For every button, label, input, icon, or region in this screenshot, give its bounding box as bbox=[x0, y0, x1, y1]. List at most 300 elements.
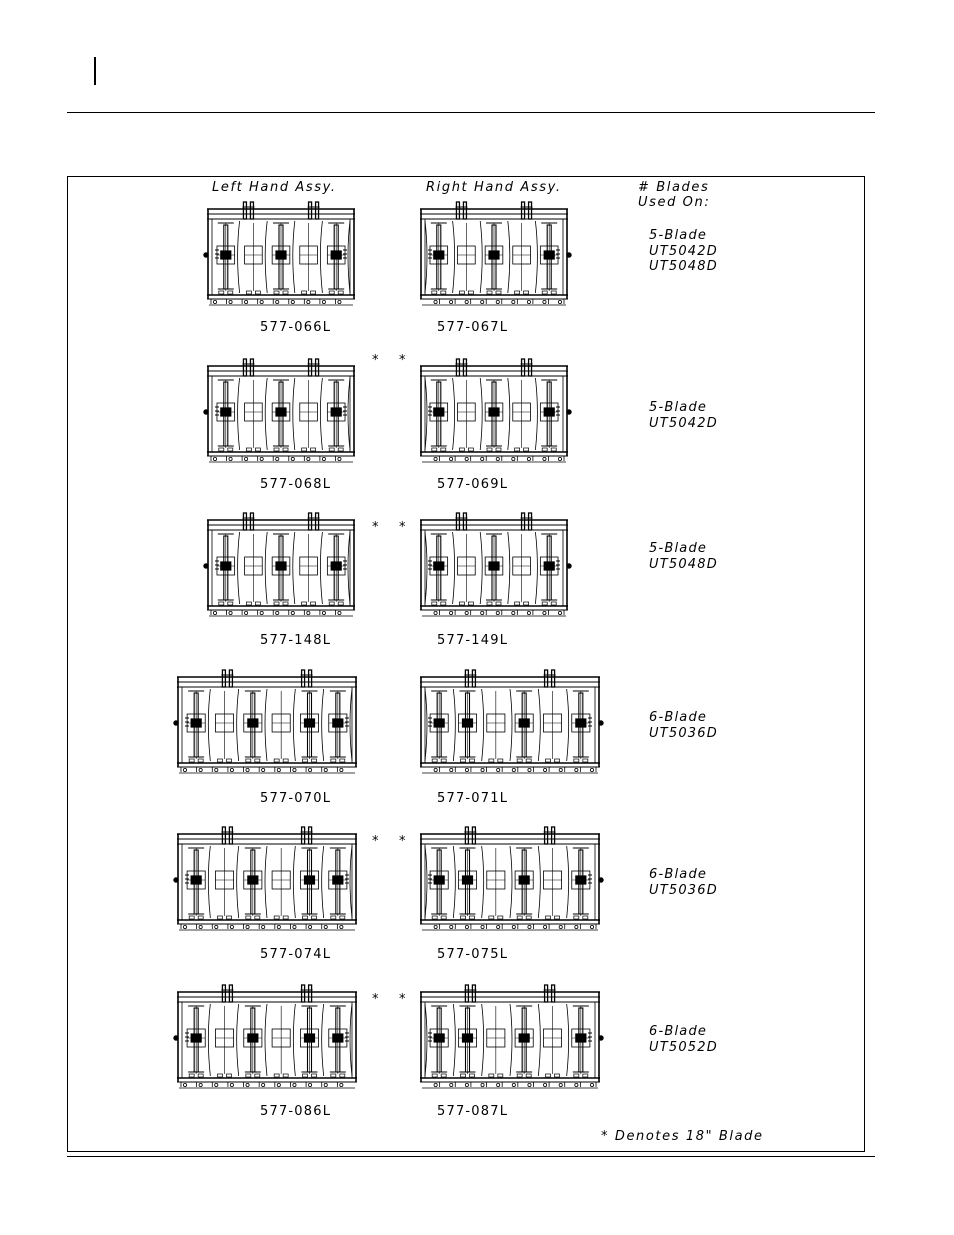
right-part-number: 577-071L bbox=[437, 791, 509, 806]
drawing-rect bbox=[441, 916, 446, 919]
drawing-roller bbox=[307, 457, 310, 460]
drawing-roller bbox=[575, 1083, 578, 1086]
drawing-rect bbox=[456, 513, 459, 530]
blades-header-line1: # Blades bbox=[638, 180, 710, 195]
drawing-rect bbox=[498, 759, 503, 762]
drawing-roller bbox=[260, 611, 263, 614]
drawing-roller bbox=[434, 611, 437, 614]
drawing-roller bbox=[497, 1083, 500, 1086]
drawing-roller bbox=[450, 768, 453, 771]
drawing-roller bbox=[340, 768, 343, 771]
drawing-rect bbox=[517, 759, 522, 762]
drawing-rect bbox=[487, 291, 492, 294]
drawing-chamber-wall bbox=[237, 1004, 239, 1076]
drawing-chamber-wall bbox=[453, 532, 455, 604]
left-part-number: 577-066L bbox=[260, 320, 332, 335]
drawing-roller bbox=[465, 1083, 468, 1086]
drawing-rect bbox=[544, 408, 554, 416]
drawing-rect bbox=[311, 291, 316, 294]
drawing-roller bbox=[183, 1083, 186, 1086]
drawing-roller bbox=[213, 300, 216, 303]
right-hand-assy-drawing-linework bbox=[420, 985, 603, 1088]
drawing-rect bbox=[583, 916, 588, 919]
drawing-rect bbox=[463, 513, 466, 530]
drawing-rect bbox=[434, 562, 444, 570]
drawing-chamber-wall bbox=[567, 846, 569, 918]
drawing-rect bbox=[276, 408, 286, 416]
drawing-rect bbox=[316, 513, 319, 530]
drawing-roller bbox=[512, 457, 515, 460]
header-rule bbox=[67, 112, 875, 113]
drawing-rect bbox=[218, 916, 223, 919]
right-hand-assy-drawing bbox=[415, 511, 573, 621]
drawing-rect bbox=[489, 251, 499, 259]
drawing-roller bbox=[512, 768, 515, 771]
blade-18in-marker: * bbox=[372, 520, 379, 535]
drawing-chamber-wall bbox=[510, 1004, 512, 1076]
drawing-rect bbox=[218, 1074, 223, 1077]
drawing-roller bbox=[590, 1083, 593, 1086]
drawing-pivot bbox=[174, 878, 178, 882]
left-part-number: 577-070L bbox=[260, 791, 332, 806]
drawing-pivot bbox=[174, 1036, 178, 1040]
drawing-rect bbox=[552, 985, 555, 1002]
model-number: UT5048D bbox=[649, 259, 718, 274]
drawing-chamber-wall bbox=[480, 378, 482, 450]
blades-used-on bbox=[649, 710, 718, 741]
left-hand-assy-drawing-linework bbox=[174, 670, 357, 773]
drawing-roller bbox=[481, 1083, 484, 1086]
drawing-roller bbox=[559, 768, 562, 771]
drawing-rect bbox=[305, 876, 315, 884]
drawing-rect bbox=[331, 408, 341, 416]
drawing-rect bbox=[522, 202, 525, 219]
drawing-roller bbox=[213, 457, 216, 460]
drawing-rect bbox=[461, 1074, 466, 1077]
drawing-roller bbox=[215, 925, 218, 928]
drawing-chamber-wall bbox=[265, 1004, 267, 1076]
drawing-roller bbox=[215, 768, 218, 771]
drawing-rect bbox=[274, 291, 279, 294]
drawing-rect bbox=[283, 759, 288, 762]
drawing-roller bbox=[558, 457, 561, 460]
drawing-rect bbox=[463, 359, 466, 376]
drawing-rect bbox=[551, 448, 556, 451]
drawing-rect bbox=[229, 670, 232, 687]
drawing-rect bbox=[189, 759, 194, 762]
drawing-roller bbox=[277, 768, 280, 771]
drawing-roller bbox=[229, 300, 232, 303]
drawing-roller bbox=[450, 300, 453, 303]
drawing-rect bbox=[522, 359, 525, 376]
drawing-roller bbox=[307, 611, 310, 614]
drawing-rect bbox=[574, 916, 579, 919]
drawing-rect bbox=[524, 291, 529, 294]
drawing-chamber-wall bbox=[535, 532, 537, 604]
drawing-rect bbox=[434, 408, 444, 416]
drawing-roller bbox=[528, 925, 531, 928]
drawing-rect bbox=[246, 759, 251, 762]
drawing-rect bbox=[218, 759, 223, 762]
drawing-rect bbox=[517, 1074, 522, 1077]
drawing-roller bbox=[199, 1083, 202, 1086]
drawing-rect bbox=[198, 916, 203, 919]
drawing-chamber-wall bbox=[453, 1004, 455, 1076]
right-hand-assy-drawing-linework bbox=[420, 670, 603, 773]
drawing-rect bbox=[333, 719, 343, 727]
model-number: UT5036D bbox=[649, 725, 718, 741]
drawing-roller bbox=[291, 457, 294, 460]
drawing-rect bbox=[250, 202, 253, 219]
drawing-rect bbox=[552, 827, 555, 844]
drawing-roller bbox=[465, 768, 468, 771]
drawing-roller bbox=[324, 925, 327, 928]
blades-header-line2: Used On: bbox=[638, 195, 711, 210]
drawing-rect bbox=[243, 202, 246, 219]
drawing-rect bbox=[496, 602, 501, 605]
drawing-rect bbox=[283, 1074, 288, 1077]
drawing-rect bbox=[309, 359, 312, 376]
drawing-roller bbox=[245, 611, 248, 614]
drawing-rect bbox=[340, 1074, 345, 1077]
drawing-rect bbox=[472, 985, 475, 1002]
drawing-roller bbox=[262, 768, 265, 771]
drawing-rect bbox=[283, 602, 288, 605]
drawing-rect bbox=[465, 985, 468, 1002]
drawing-chamber-wall bbox=[238, 532, 240, 604]
drawing-rect bbox=[434, 1034, 444, 1042]
drawing-roller bbox=[528, 768, 531, 771]
drawing-rect bbox=[305, 1034, 315, 1042]
drawing-rect bbox=[529, 359, 532, 376]
drawing-roller bbox=[512, 1083, 515, 1086]
drawing-rect bbox=[255, 602, 260, 605]
drawing-rect bbox=[551, 602, 556, 605]
drawing-rect bbox=[283, 291, 288, 294]
model-number: UT5052D bbox=[649, 1039, 718, 1055]
blade-18in-marker: * bbox=[372, 992, 379, 1007]
drawing-rect bbox=[441, 759, 446, 762]
left-hand-assy-drawing bbox=[202, 357, 360, 467]
drawing-rect bbox=[470, 916, 475, 919]
drawing-rect bbox=[515, 291, 520, 294]
drawing-roller bbox=[543, 611, 546, 614]
drawing-rect bbox=[331, 562, 341, 570]
drawing-chamber-wall bbox=[293, 221, 295, 293]
left-part-number: 577-068L bbox=[260, 477, 332, 492]
drawing-rect bbox=[331, 1074, 336, 1077]
drawing-roller bbox=[496, 611, 499, 614]
drawing-rect bbox=[309, 513, 312, 530]
drawing-rect bbox=[333, 876, 343, 884]
drawing-roller bbox=[277, 925, 280, 928]
drawing-rect bbox=[189, 916, 194, 919]
drawing-rect bbox=[472, 827, 475, 844]
drawing-rect bbox=[461, 759, 466, 762]
drawing-roller bbox=[465, 925, 468, 928]
drawing-rect bbox=[302, 291, 307, 294]
drawing-rect bbox=[228, 448, 233, 451]
drawing-rect bbox=[470, 1074, 475, 1077]
drawing-rect bbox=[274, 1074, 279, 1077]
drawing-chamber-wall bbox=[322, 846, 324, 918]
drawing-rect bbox=[255, 291, 260, 294]
drawing-rect bbox=[459, 448, 464, 451]
drawing-roller bbox=[322, 300, 325, 303]
drawing-rect bbox=[305, 719, 315, 727]
drawing-roller bbox=[338, 457, 341, 460]
drawing-rect bbox=[303, 1074, 308, 1077]
drawing-roller bbox=[245, 300, 248, 303]
drawing-rect bbox=[463, 719, 473, 727]
drawing-rect bbox=[338, 602, 343, 605]
drawing-roller bbox=[543, 457, 546, 460]
drawing-roller bbox=[558, 611, 561, 614]
left-hand-assy-drawing bbox=[172, 983, 362, 1093]
drawing-roller bbox=[497, 925, 500, 928]
drawing-rect bbox=[432, 602, 437, 605]
drawing-roller bbox=[276, 457, 279, 460]
drawing-rect bbox=[489, 759, 494, 762]
drawing-roller bbox=[276, 300, 279, 303]
drawing-rect bbox=[229, 827, 232, 844]
drawing-rect bbox=[441, 291, 446, 294]
drawing-rect bbox=[248, 1034, 258, 1042]
drawing-rect bbox=[198, 759, 203, 762]
drawing-roller bbox=[559, 925, 562, 928]
drawing-chamber-wall bbox=[453, 221, 455, 293]
drawing-roller bbox=[543, 300, 546, 303]
drawing-chamber-wall bbox=[538, 1004, 540, 1076]
blade-count: 6-Blade bbox=[649, 710, 708, 725]
drawing-chamber-wall bbox=[293, 689, 295, 761]
drawing-rect bbox=[551, 291, 556, 294]
drawing-roller bbox=[497, 768, 500, 771]
drawing-rect bbox=[250, 513, 253, 530]
footer-rule bbox=[67, 1156, 875, 1157]
drawing-rect bbox=[246, 448, 251, 451]
drawing-chamber-wall bbox=[480, 532, 482, 604]
drawing-roller bbox=[246, 768, 249, 771]
drawing-rect bbox=[470, 759, 475, 762]
drawing-rect bbox=[432, 448, 437, 451]
drawing-rect bbox=[219, 291, 224, 294]
drawing-roller bbox=[543, 768, 546, 771]
drawing-rect bbox=[283, 448, 288, 451]
drawing-rect bbox=[489, 1074, 494, 1077]
drawing-rect bbox=[340, 916, 345, 919]
blade-18in-marker: * bbox=[399, 992, 406, 1007]
left-hand-assy-drawing-linework bbox=[174, 985, 357, 1088]
drawing-chamber-wall bbox=[237, 689, 239, 761]
drawing-rect bbox=[311, 602, 316, 605]
drawing-rect bbox=[529, 513, 532, 530]
drawing-rect bbox=[461, 916, 466, 919]
drawing-roller bbox=[465, 300, 468, 303]
footnote: * Denotes 18" Blade bbox=[601, 1129, 764, 1144]
blades-used-on bbox=[649, 1024, 718, 1055]
drawing-roller bbox=[559, 1083, 562, 1086]
drawing-roller bbox=[512, 925, 515, 928]
blade-18in-marker: * bbox=[399, 520, 406, 535]
drawing-chamber-wall bbox=[322, 1004, 324, 1076]
drawing-roller bbox=[246, 925, 249, 928]
drawing-rect bbox=[441, 448, 446, 451]
drawing-rect bbox=[302, 602, 307, 605]
drawing-chamber-wall bbox=[293, 378, 295, 450]
drawing-rect bbox=[524, 448, 529, 451]
right-hand-assy-drawing bbox=[415, 825, 605, 935]
drawing-chamber-wall bbox=[208, 689, 210, 761]
left-hand-assy-drawing bbox=[172, 825, 362, 935]
drawing-rect bbox=[498, 1074, 503, 1077]
drawing-roller bbox=[277, 1083, 280, 1086]
right-hand-assy-drawing-linework bbox=[420, 359, 571, 462]
drawing-rect bbox=[316, 359, 319, 376]
drawing-roller bbox=[590, 768, 593, 771]
blade-count: 5-Blade bbox=[649, 400, 708, 415]
drawing-rect bbox=[468, 448, 473, 451]
drawing-roller bbox=[450, 1083, 453, 1086]
drawing-roller bbox=[575, 925, 578, 928]
drawing-rect bbox=[312, 916, 317, 919]
drawing-roller bbox=[322, 457, 325, 460]
drawing-pivot bbox=[204, 253, 208, 257]
drawing-chamber-wall bbox=[265, 846, 267, 918]
drawing-rect bbox=[191, 876, 201, 884]
drawing-chamber-wall bbox=[480, 221, 482, 293]
drawing-chamber-wall bbox=[237, 846, 239, 918]
header-margin-mark bbox=[94, 57, 96, 85]
drawing-chamber-wall bbox=[320, 532, 322, 604]
drawing-rect bbox=[515, 448, 520, 451]
drawing-rect bbox=[246, 602, 251, 605]
drawing-rect bbox=[276, 251, 286, 259]
drawing-chamber-wall bbox=[510, 689, 512, 761]
model-number: UT5036D bbox=[649, 882, 718, 898]
drawing-rect bbox=[463, 202, 466, 219]
drawing-rect bbox=[221, 251, 231, 259]
drawing-rect bbox=[246, 916, 251, 919]
blades-used-on bbox=[649, 867, 718, 898]
drawing-rect bbox=[574, 759, 579, 762]
drawing-roller bbox=[322, 611, 325, 614]
drawing-rect bbox=[496, 291, 501, 294]
drawing-rect bbox=[576, 876, 586, 884]
drawing-roller bbox=[543, 925, 546, 928]
drawing-rect bbox=[498, 916, 503, 919]
drawing-rect bbox=[311, 448, 316, 451]
drawing-rect bbox=[219, 448, 224, 451]
drawing-rect bbox=[227, 1074, 232, 1077]
drawing-rect bbox=[456, 202, 459, 219]
drawing-rect bbox=[338, 291, 343, 294]
model-number: UT5048D bbox=[649, 556, 718, 572]
drawing-chamber-wall bbox=[265, 532, 267, 604]
drawing-rect bbox=[255, 759, 260, 762]
drawing-chamber-wall bbox=[453, 689, 455, 761]
drawing-rect bbox=[545, 985, 548, 1002]
drawing-roller bbox=[308, 925, 311, 928]
drawing-pivot bbox=[204, 410, 208, 414]
drawing-rect bbox=[526, 916, 531, 919]
drawing-rect bbox=[219, 602, 224, 605]
drawing-rect bbox=[555, 1074, 560, 1077]
drawing-pivot bbox=[567, 253, 571, 257]
drawing-roller bbox=[215, 1083, 218, 1086]
drawing-rect bbox=[309, 985, 312, 1002]
drawing-rect bbox=[303, 916, 308, 919]
drawing-pivot bbox=[599, 721, 603, 725]
drawing-roller bbox=[293, 1083, 296, 1086]
drawing-rect bbox=[555, 759, 560, 762]
drawing-rect bbox=[340, 759, 345, 762]
drawing-rect bbox=[465, 827, 468, 844]
left-hand-assy-drawing bbox=[172, 668, 362, 778]
drawing-chamber-wall bbox=[538, 846, 540, 918]
drawing-roller bbox=[213, 611, 216, 614]
drawing-rect bbox=[302, 827, 305, 844]
blade-18in-marker: * bbox=[399, 834, 406, 849]
drawing-roller bbox=[527, 457, 530, 460]
drawing-roller bbox=[308, 768, 311, 771]
drawing-rect bbox=[432, 1074, 437, 1077]
drawing-rect bbox=[309, 827, 312, 844]
drawing-rect bbox=[526, 759, 531, 762]
drawing-rect bbox=[574, 1074, 579, 1077]
drawing-rect bbox=[472, 670, 475, 687]
drawing-chamber-wall bbox=[265, 378, 267, 450]
drawing-rect bbox=[441, 602, 446, 605]
drawing-roller bbox=[229, 457, 232, 460]
drawing-roller bbox=[496, 457, 499, 460]
drawing-roller bbox=[338, 611, 341, 614]
drawing-rect bbox=[246, 1074, 251, 1077]
drawing-roller bbox=[481, 611, 484, 614]
drawing-rect bbox=[519, 719, 529, 727]
drawing-roller bbox=[324, 1083, 327, 1086]
drawing-roller bbox=[481, 768, 484, 771]
drawing-rect bbox=[302, 670, 305, 687]
drawing-rect bbox=[329, 448, 334, 451]
drawing-chamber-wall bbox=[482, 689, 484, 761]
drawing-rect bbox=[255, 1074, 260, 1077]
drawing-pivot bbox=[567, 410, 571, 414]
drawing-roller bbox=[340, 925, 343, 928]
right-part-number: 577-087L bbox=[437, 1104, 509, 1119]
drawing-rect bbox=[459, 602, 464, 605]
drawing-chamber-wall bbox=[208, 1004, 210, 1076]
drawing-rect bbox=[331, 251, 341, 259]
drawing-rect bbox=[434, 876, 444, 884]
drawing-rect bbox=[248, 719, 258, 727]
right-hand-assy-header: Right Hand Assy. bbox=[426, 180, 562, 195]
drawing-chamber-wall bbox=[508, 532, 510, 604]
drawing-rect bbox=[221, 408, 231, 416]
left-part-number: 577-074L bbox=[260, 947, 332, 962]
drawing-rect bbox=[227, 759, 232, 762]
drawing-chamber-wall bbox=[320, 378, 322, 450]
drawing-rect bbox=[546, 759, 551, 762]
drawing-rect bbox=[198, 1074, 203, 1077]
drawing-chamber-wall bbox=[322, 689, 324, 761]
drawing-rect bbox=[468, 291, 473, 294]
drawing-rect bbox=[274, 448, 279, 451]
left-hand-assy-drawing-linework bbox=[174, 827, 357, 930]
drawing-rect bbox=[191, 719, 201, 727]
left-hand-assy-drawing-linework bbox=[204, 202, 355, 305]
drawing-rect bbox=[329, 291, 334, 294]
